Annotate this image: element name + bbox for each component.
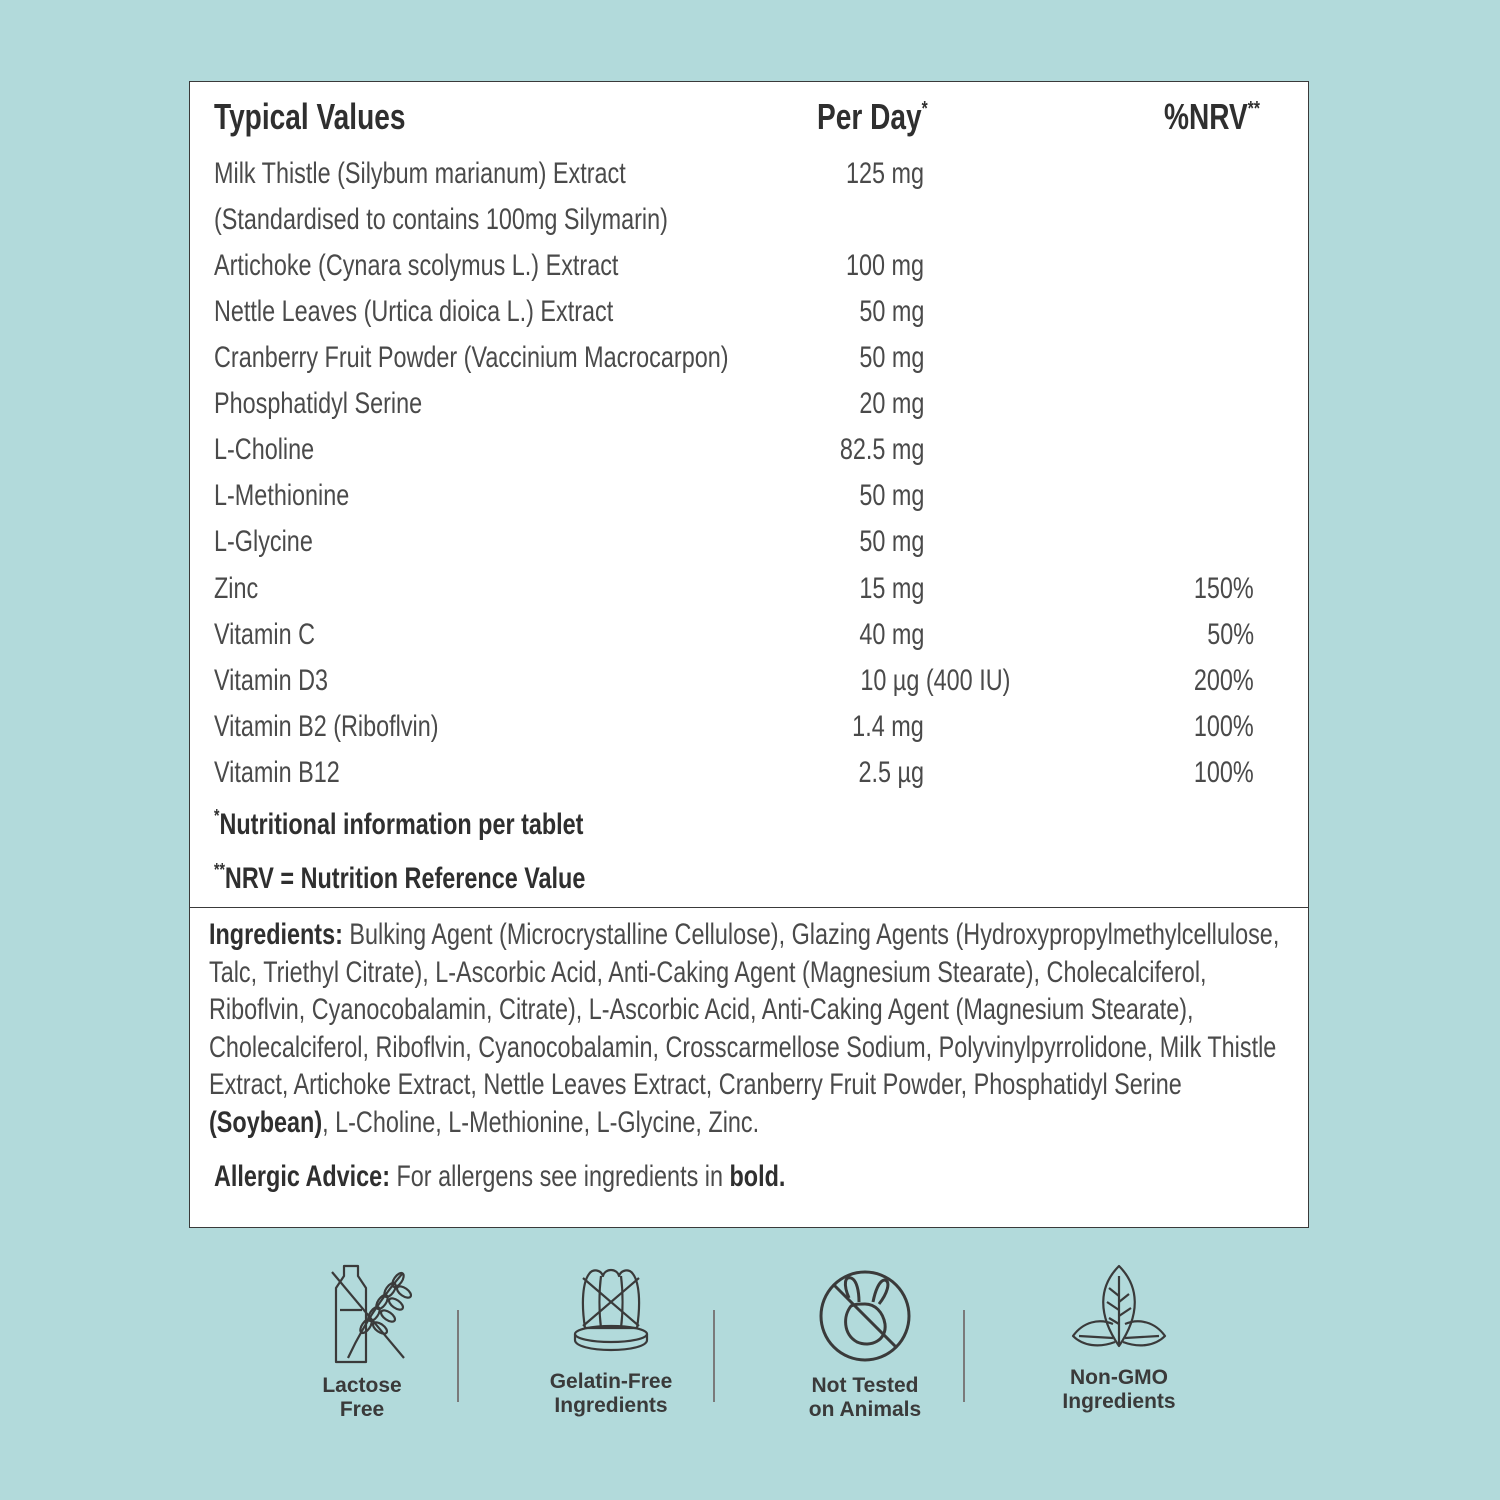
cruelty-free-icon <box>815 1262 915 1366</box>
badge-separator <box>963 1310 965 1402</box>
badge-non-gmo <box>1019 1262 1219 1432</box>
badge-label: on Animals <box>808 1398 922 1421</box>
badge-separator <box>713 1310 715 1402</box>
table-row: Artichoke (Cynara scolymus L.) Extract 100 mg <box>214 249 924 282</box>
header-nrv: %NRV** <box>1164 96 1260 137</box>
table-row: L-Glycine 50 mg <box>214 525 924 558</box>
badge-label: Lactose <box>322 1374 402 1397</box>
badge-separator <box>457 1310 459 1402</box>
badge-label: Ingredients <box>554 1394 668 1417</box>
badge-label: Non-GMO <box>1070 1366 1168 1389</box>
table-row: Zinc 15 mg 150% <box>214 572 1254 605</box>
table-row: Vitamin D3 10 µg (400 IU) 200% <box>214 664 1254 697</box>
header-typical-values: Typical Values <box>214 96 406 137</box>
table-row: Nettle Leaves (Urtica dioica L.) Extract 50 mg <box>214 295 924 328</box>
leaf-icon <box>1069 1262 1169 1358</box>
table-row: (Standardised to contains 100mg Silymarin) <box>214 203 668 236</box>
badge-label: Ingredients <box>1062 1390 1176 1413</box>
table-row: Vitamin C 40 mg 50% <box>214 618 1254 651</box>
table-row: Phosphatidyl Serine 20 mg <box>214 387 924 420</box>
allergy-advice: Allergic Advice: For allergens see ingredients in bold. <box>214 1160 786 1193</box>
table-row: Cranberry Fruit Powder (Vaccinium Macrocarpon) 50 mg <box>214 341 924 374</box>
gelatin-free-icon <box>561 1262 661 1362</box>
badge-label: Gelatin-Free <box>549 1370 673 1393</box>
ingredients-text: Ingredients: Bulking Agent (Microcrystalline Cellulose), Glazing Agents (Hydroxypropylmethylcellulose, Talc, Triethyl Citrate), L-Ascorbic Acid, Anti-Caking Agent (Magnesium Stearate), Cholecalciferol, Riboflvin, Cyanocobalamin, Citrate), L-Ascorbic Acid, Anti-Caking Agent (Magnesium Stearate), Cholecalciferol, Riboflvin, Cyanocobalamin, Crosscarmellose Sodium, Polyvinylpyrrolidone, Milk Thistle Extract, Artichoke Extract, Nettle Leaves Extract, Cranberry Fruit Powder, Phosphatidyl Serine (Soybean), L-Choline, L-Methionine, L-Glycine, Zinc. <box>209 918 1280 1139</box>
section-divider <box>189 907 1309 908</box>
table-row: Vitamin B12 2.5 µg 100% <box>214 756 1254 789</box>
allergen-soybean: (Soybean) <box>209 1105 323 1139</box>
table-row: L-Methionine 50 mg <box>214 479 924 512</box>
badge-lactose-free <box>262 1262 462 1432</box>
badge-gelatin-free <box>511 1262 711 1432</box>
table-row: L-Choline 82.5 mg <box>214 433 924 466</box>
badge-label: Not Tested <box>811 1374 919 1397</box>
header-per-day: Per Day* <box>817 96 928 137</box>
footnote-per-tablet: *Nutritional information per tablet <box>214 806 584 841</box>
table-row: Vitamin B2 (Riboflvin) 1.4 mg 100% <box>214 710 1254 743</box>
badge-not-tested-on-animals <box>765 1262 965 1432</box>
ingredients-label: Ingredients: <box>209 918 343 951</box>
table-row: Milk Thistle (Silybum marianum) Extract 125 mg <box>214 157 924 190</box>
footnote-nrv: **NRV = Nutrition Reference Value <box>214 860 586 895</box>
badge-label: Free <box>339 1398 385 1421</box>
lactose-free-icon <box>312 1262 412 1366</box>
